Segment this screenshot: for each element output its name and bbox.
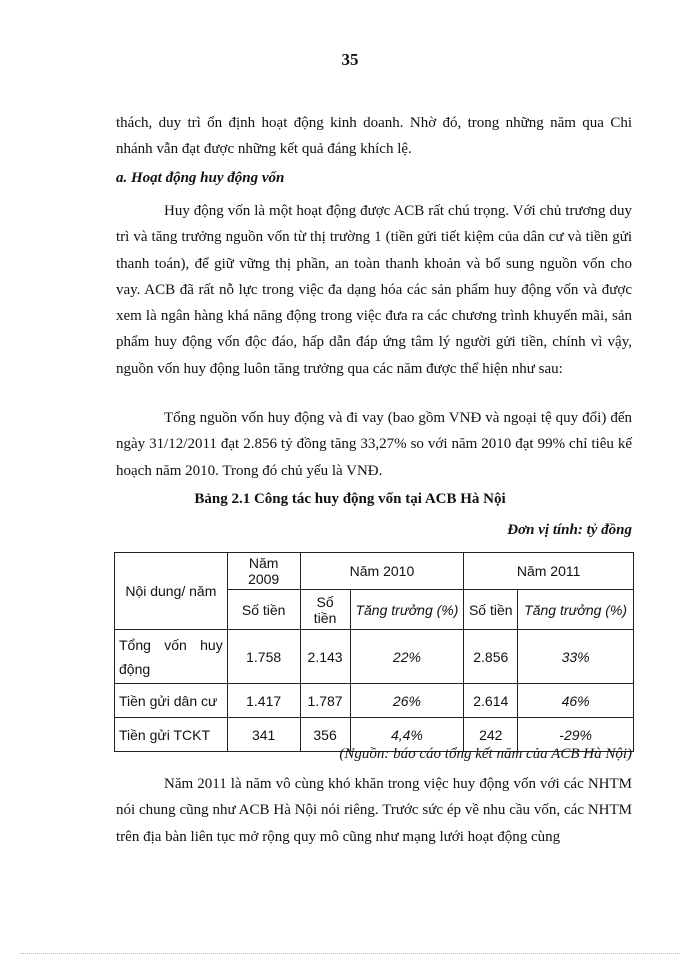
cell-growth-2011: -29% bbox=[518, 718, 634, 752]
cell-growth-2010: 4,4% bbox=[350, 718, 464, 752]
cell-2010: 2.143 bbox=[300, 630, 350, 684]
section-heading: a. Hoạt động huy động vốn bbox=[116, 170, 285, 186]
cell-2010: 356 bbox=[300, 718, 350, 752]
page-bottom-divider bbox=[20, 953, 680, 954]
table-title: Bảng 2.1 Công tác huy động vốn tại ACB Hà Nội bbox=[194, 491, 506, 507]
header-year-2010: Năm 2010 bbox=[300, 553, 464, 590]
subheader-growth-2011: Tăng trưởng (%) bbox=[518, 590, 634, 630]
row-label: Tổng vốn huy động bbox=[115, 630, 228, 684]
subheader-amount-2010: Số tiền bbox=[300, 590, 350, 630]
cell-2009: 1.417 bbox=[227, 684, 300, 718]
table-row bbox=[115, 630, 634, 684]
header-year-2011: Năm 2011 bbox=[464, 553, 634, 590]
cell-2009: 1.758 bbox=[227, 630, 300, 684]
subheader-growth-2010: Tăng trưởng (%) bbox=[350, 590, 464, 630]
cell-2010: 1.787 bbox=[300, 684, 350, 718]
row-label: Tiền gửi dân cư bbox=[115, 684, 228, 718]
cell-growth-2011: 46% bbox=[518, 684, 634, 718]
subheader-amount-2009: Số tiền bbox=[227, 590, 300, 630]
table-unit: Đơn vị tính: tỷ đồng bbox=[507, 522, 632, 538]
cell-growth-2010: 26% bbox=[350, 684, 464, 718]
table-row bbox=[115, 684, 634, 718]
cell-2011: 242 bbox=[464, 718, 518, 752]
paragraph-mobilization: Huy động vốn là một hoạt động được ACB rất chú trọng. Với chủ trương duy trì và tăng trưởng nguồn vốn từ thị trường 1 (tiền gửi tiết kiệm của dân cư và tiền gửi thanh toán), để giữ vững thị phần, an toàn thanh khoản và bổ sung nguồn vốn cho vay. ACB đã rất nỗ lực trong việc đa dạng hóa các sản phẩm huy động vốn và được xem là ngân hàng khá năng động trong việc đưa ra các chương trình khuyến mãi, sản phẩm huy động vốn độc đáo, hấp dẫn đáp ứng tâm lý người gửi tiền, chính vì vậy, nguồn vốn huy động luôn tăng trưởng qua các năm được thể hiện như sau: bbox=[116, 203, 632, 377]
cell-2011: 2.614 bbox=[464, 684, 518, 718]
row-label: Tiền gửi TCKT bbox=[115, 718, 228, 752]
cell-growth-2010: 22% bbox=[350, 630, 464, 684]
cell-2009: 341 bbox=[227, 718, 300, 752]
paragraph-2011: Năm 2011 là năm vô cùng khó khăn trong việc huy động vốn với các NHTM nói chung cũng như ACB Hà Nội nói riêng. Trước sức ép về nhu cầu vốn, các NHTM trên địa bàn liên tục mở rộng quy mô cũng như mạng lưới hoạt động cùng bbox=[116, 776, 632, 845]
page-number: 35 bbox=[341, 50, 359, 69]
paragraph-total: Tổng nguồn vốn huy động và đi vay (bao gồm VNĐ và ngoại tệ quy đổi) đến ngày 31/12/2011 đạt 2.856 tỷ đồng tăng 33,27% so với năm 2010 đạt 99% chỉ tiêu kế hoạch năm 2010. Trong đó chủ yếu là VNĐ. bbox=[116, 410, 632, 479]
cell-2011: 2.856 bbox=[464, 630, 518, 684]
table-source: (Nguồn: báo cáo tổng kết năm của ACB Hà Nội) bbox=[339, 746, 632, 762]
paragraph-intro: thách, duy trì ổn định hoạt động kinh doanh. Nhờ đó, trong những năm qua Chi nhánh vẫn đạt được những kết quả đáng khích lệ. bbox=[116, 115, 632, 158]
header-item: Nội dung/ năm bbox=[115, 553, 228, 630]
subheader-amount-2011: Số tiền bbox=[464, 590, 518, 630]
header-year-2009: Năm 2009 bbox=[227, 553, 300, 590]
cell-growth-2011: 33% bbox=[518, 630, 634, 684]
capital-mobilization-table bbox=[114, 552, 634, 752]
